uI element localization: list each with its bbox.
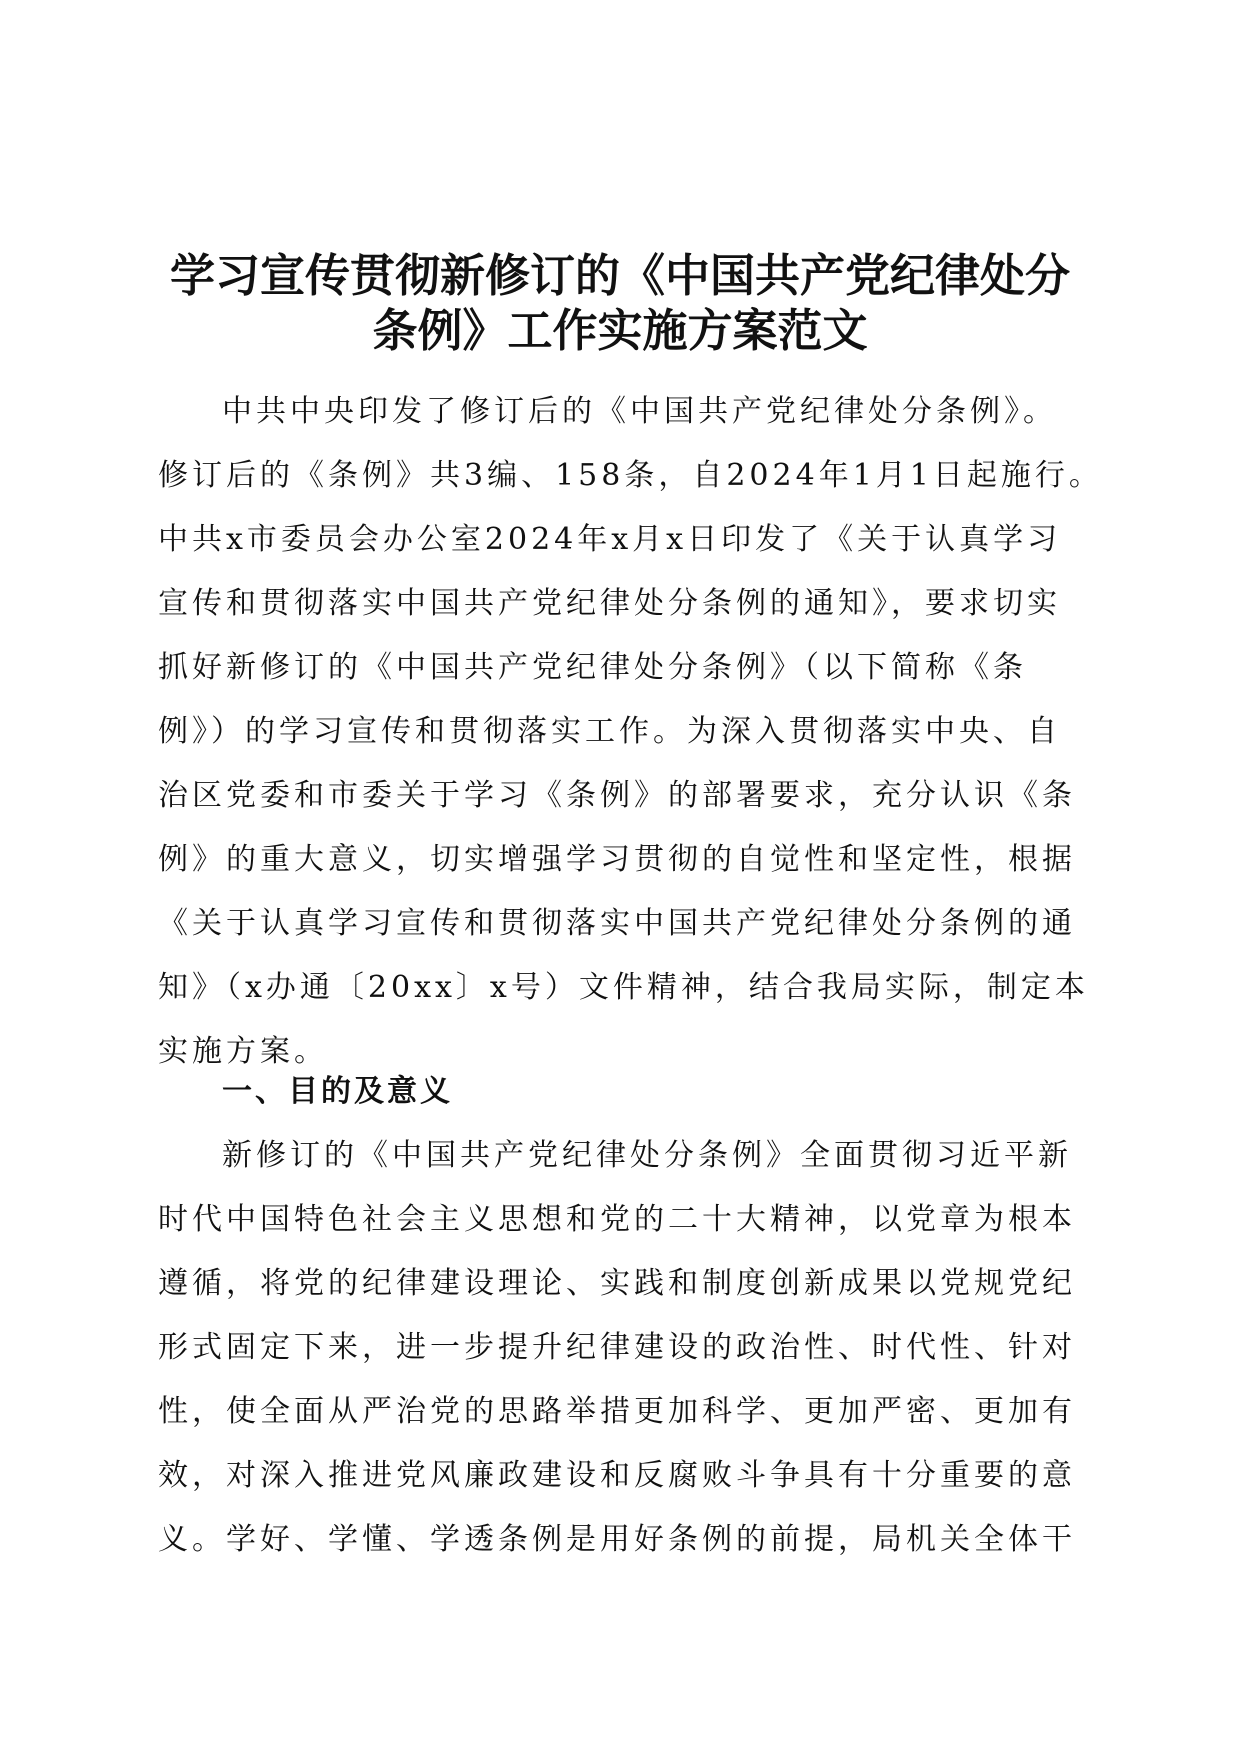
intro-line: 治区党委和市委关于学习《条例》的部署要求，充分认识《条 bbox=[158, 778, 1076, 813]
section-1-line: 效，对深入推进党风廉政建设和反腐败斗争具有十分重要的意 bbox=[158, 1458, 1076, 1493]
intro-line: 《关于认真学习宣传和贯彻落实中国共产党纪律处分条例的通 bbox=[158, 906, 1076, 941]
section-1-line: 时代中国特色社会主义思想和党的二十大精神，以党章为根本 bbox=[158, 1202, 1076, 1237]
section-1-line: 义。学好、学懂、学透条例是用好条例的前提，局机关全体干 bbox=[158, 1522, 1076, 1557]
section-heading-purpose: 一、目的及意义 bbox=[222, 1074, 453, 1109]
section-1-line: 形式固定下来，进一步提升纪律建设的政治性、时代性、针对 bbox=[158, 1330, 1076, 1365]
section-1-paragraph bbox=[158, 1124, 1078, 1572]
intro-line: 知》（x办通〔20xx〕x号）文件精神，结合我局实际，制定本 bbox=[158, 970, 1089, 1005]
intro-line: 修订后的《条例》共3编、158条，自2024年1月1日起施行。 bbox=[158, 458, 1103, 493]
section-1-line: 性，使全面从严治党的思路举措更加科学、更加严密、更加有 bbox=[158, 1394, 1076, 1429]
section-1-line: 新修订的《中国共产党纪律处分条例》全面贯彻习近平新 bbox=[222, 1138, 1072, 1173]
intro-line: 实施方案。 bbox=[158, 1034, 328, 1069]
intro-line: 中共中央印发了修订后的《中国共产党纪律处分条例》。 bbox=[222, 394, 1057, 429]
intro-paragraph bbox=[158, 380, 1103, 1084]
intro-line: 例》的重大意义，切实增强学习贯彻的自觉性和坚定性，根据 bbox=[158, 842, 1076, 877]
intro-line: 例》）的学习宣传和贯彻落实工作。为深入贯彻落实中央、自 bbox=[158, 714, 1061, 749]
document-title-line-2: 条例》工作实施方案范文 bbox=[372, 304, 868, 357]
document-title-line-1: 学习宣传贯彻新修订的《中国共产党纪律处分 bbox=[169, 249, 1070, 302]
intro-line: 中共x市委员会办公室2024年x月x日印发了《关于认真学习 bbox=[158, 522, 1062, 557]
intro-line: 抓好新修订的《中国共产党纪律处分条例》（以下简称《条 bbox=[158, 650, 1027, 685]
section-1-line: 遵循，将党的纪律建设理论、实践和制度创新成果以党规党纪 bbox=[158, 1266, 1076, 1301]
intro-line: 宣传和贯彻落实中国共产党纪律处分条例的通知》，要求切实 bbox=[158, 586, 1061, 621]
